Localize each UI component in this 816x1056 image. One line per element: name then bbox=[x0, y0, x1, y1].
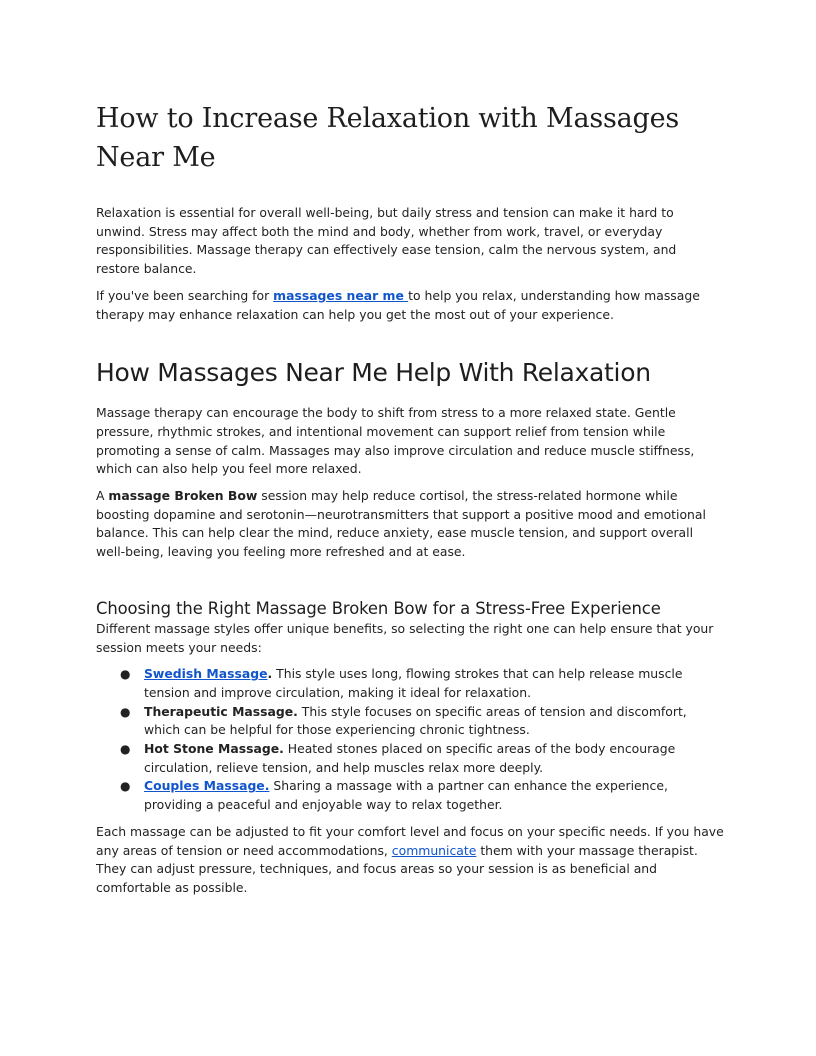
couples-massage-link[interactable]: Couples Massage. bbox=[144, 778, 270, 794]
closing-paragraph-lead: Each massage can be adjusted to fit your comfort level and focus on your specific needs. If you have any areas of tension or need accommodations, bbox=[96, 823, 724, 858]
list-item-text: This style uses long, flowing strokes that can help release muscle tension and improve circulation, making it ideal for relaxation. bbox=[144, 666, 683, 700]
bullet-icon: ● bbox=[120, 779, 131, 794]
section1-paragraph-2-lead: A bbox=[96, 488, 109, 504]
bullet-icon: ● bbox=[120, 704, 131, 719]
section-heading-choosing: Choosing the Right Massage Broken Bow for a Stress-Free Experience bbox=[96, 598, 661, 618]
communicate-link[interactable]: communicate bbox=[391, 842, 477, 858]
section1-paragraph-2 bbox=[96, 487, 724, 562]
swedish-massage-period: . bbox=[267, 666, 273, 682]
swedish-massage-link[interactable]: Swedish Massage bbox=[144, 666, 268, 682]
section1-paragraph-2-tail: session may help reduce cortisol, the stress-related hormone while boosting dopamine and serotonin—neurotransmitters that support a positive mood and emotional balance. This can help clear the mind, reduce anxiety, ease muscle tension, and support overall well-being, leaving you feeling more refreshed and at ease. bbox=[96, 488, 706, 560]
list-item-swedish bbox=[96, 665, 724, 702]
massages-near-me-link[interactable]: massages near me bbox=[273, 287, 409, 303]
list-item-text: This style focuses on specific areas of tension and discomfort, which can be helpful for those experiencing chronic tightness. bbox=[144, 703, 687, 738]
closing-paragraph-tail: them with your massage therapist. They can adjust pressure, techniques, and focus areas so your session is as beneficial and comfortable as possible. bbox=[96, 842, 698, 895]
list-item-hot-stone bbox=[96, 740, 724, 777]
page-title: How to Increase Relaxation with Massages Near Me bbox=[96, 103, 680, 173]
document-page bbox=[96, 96, 724, 898]
closing-paragraph bbox=[96, 823, 724, 898]
section1-paragraph-1: Massage therapy can encourage the body to shift from stress to a more relaxed state. Gentle pressure, rhythmic strokes, and intentional movement can support relief from tension while promoting a sense of calm. Massages may also improve circulation and reduce muscle stiffness, which can also help you feel more relaxed. bbox=[96, 405, 695, 477]
massage-broken-bow-bold: massage Broken Bow bbox=[108, 488, 258, 504]
intro-paragraph-2-lead: If you've been searching for bbox=[96, 287, 274, 303]
section2-paragraph-1: Different massage styles offer unique benefits, so selecting the right one can help ensure that your session meets your needs: bbox=[96, 620, 714, 655]
massage-styles-list bbox=[96, 665, 724, 815]
intro-paragraph-2-tail: to help you relax, understanding how massage therapy may enhance relaxation can help you get the most out of your experience. bbox=[96, 287, 700, 322]
list-item-text: Heated stones placed on specific areas of the body encourage circulation, relieve tension, and help muscles relax more deeply. bbox=[144, 741, 676, 775]
list-item-text: Sharing a massage with a partner can enhance the experience, providing a peaceful and enjoyable way to relax together. bbox=[144, 778, 668, 813]
list-item-couples bbox=[96, 777, 724, 814]
list-item-therapeutic bbox=[96, 703, 724, 740]
list-item-label: Therapeutic Massage. bbox=[144, 703, 298, 719]
intro-paragraph-2 bbox=[96, 287, 724, 324]
bullet-icon: ● bbox=[120, 667, 131, 682]
intro-paragraph-1: Relaxation is essential for overall well-being, but daily stress and tension can make it hard to unwind. Stress may affect both the mind and body, whether from work, travel, or everyday responsibilities. Massage therapy can effectively ease tension, calm the nervous system, and restore balance. bbox=[96, 205, 677, 277]
list-item-label: Hot Stone Massage. bbox=[144, 741, 284, 757]
bullet-icon: ● bbox=[120, 742, 131, 757]
section-heading-relaxation: How Massages Near Me Help With Relaxation bbox=[96, 358, 651, 388]
